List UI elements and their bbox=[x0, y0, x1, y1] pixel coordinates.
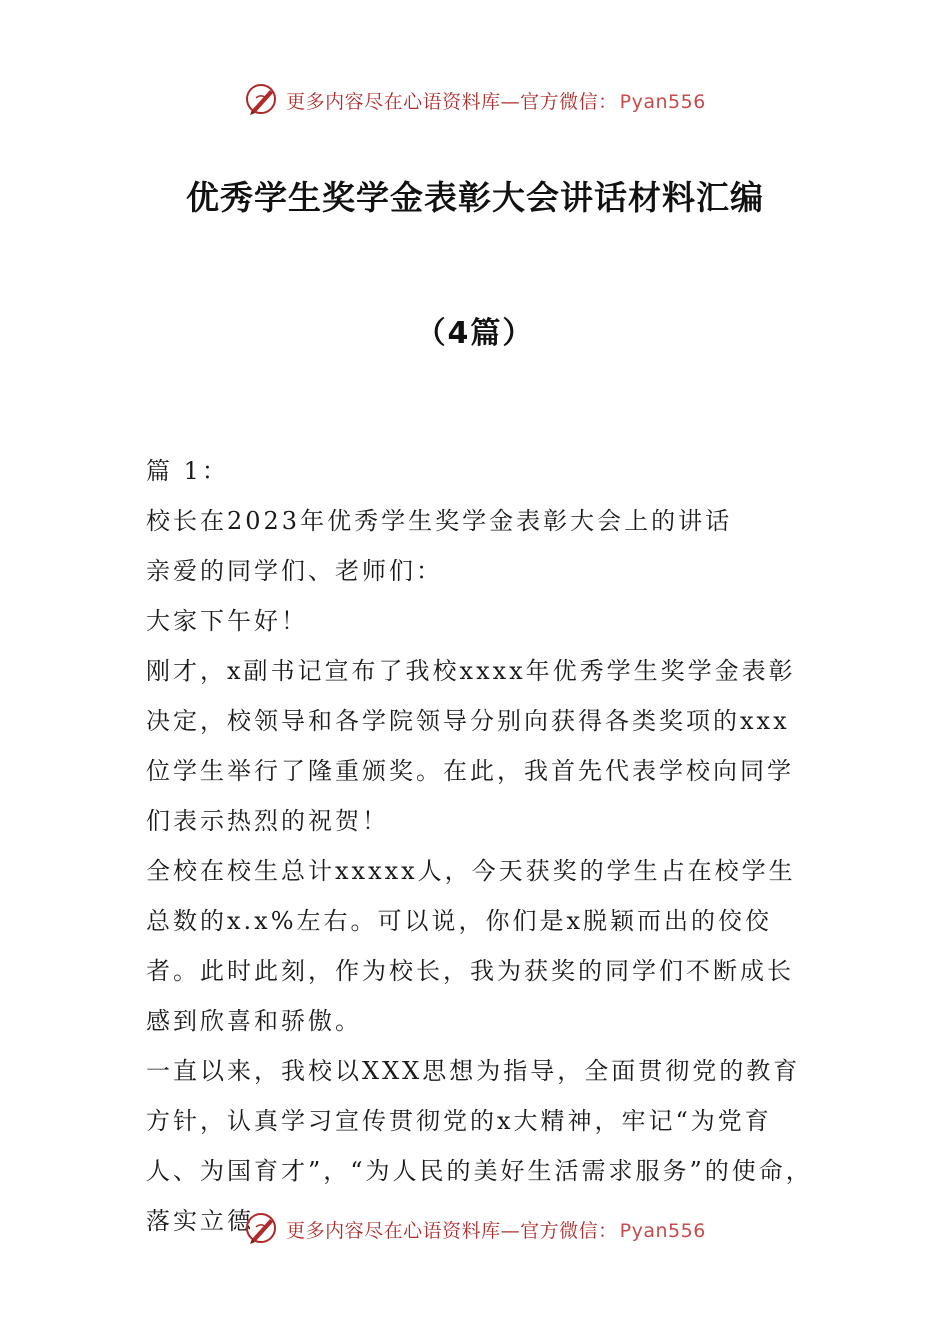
wechat-id: Pyan556 bbox=[619, 1219, 706, 1242]
paragraph: 篇 1： bbox=[146, 457, 229, 485]
paragraph: 校长在2023年优秀学生奖学金表彰大会上的讲话 bbox=[146, 507, 733, 535]
pen-logo-icon bbox=[244, 1211, 280, 1247]
banner-text: 更多内容尽在心语资料库—官方微信： bbox=[286, 1219, 618, 1242]
document-title: 优秀学生奖学金表彰大会讲话材料汇编 bbox=[186, 178, 764, 217]
pen-logo-icon bbox=[244, 82, 280, 118]
document-body bbox=[146, 446, 816, 1246]
paragraph: 亲爱的同学们、老师们： bbox=[146, 557, 443, 585]
header-banner bbox=[0, 80, 950, 120]
footer-banner bbox=[0, 1209, 950, 1249]
paragraph: 一直以来，我校以XXX思想为指导，全面贯彻党的教育方针，认真学习宣传贯彻党的x大精神，牢记“为党育人、为国育才”，“为人民的美好生活需求服务”的使命，落实立德 bbox=[146, 1057, 813, 1235]
banner-text: 更多内容尽在心语资料库—官方微信： bbox=[286, 90, 618, 113]
wechat-id: Pyan556 bbox=[619, 90, 706, 113]
paragraph: 大家下午好！ bbox=[146, 607, 308, 635]
document-subtitle: （4篇） bbox=[415, 316, 535, 351]
paragraph: 全校在校生总计xxxxx人，今天获奖的学生占在校学生总数的x.x%左右。可以说，你们是x脱颖而出的佼佼者。此时此刻，作为校长，我为获奖的同学们不断成长感到欣喜和骄傲。 bbox=[146, 857, 796, 1035]
paragraph: 刚才，x副书记宣布了我校xxxx年优秀学生奖学金表彰决定，校领导和各学院领导分别向获得各类奖项的xxx位学生举行了隆重颁奖。在此，我首先代表学校向同学们表示热烈的祝贺！ bbox=[146, 657, 796, 835]
